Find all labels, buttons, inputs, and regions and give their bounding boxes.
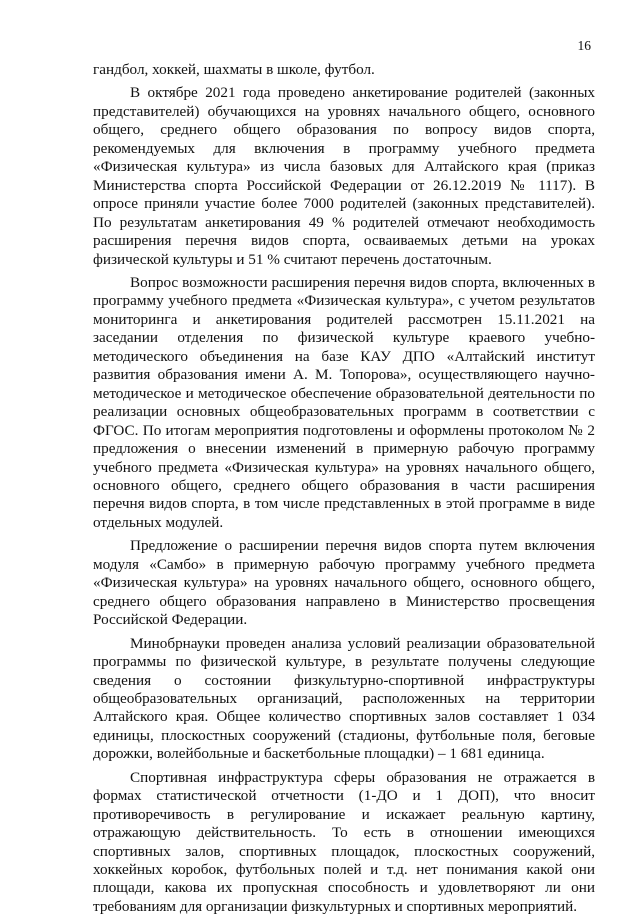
- paragraph: Предложение о расширении перечня видов спорта путем включения модуля «Самбо» в примерную рабочую программу учебного предмета «Физическая культура» на уровнях начального общего, основного общего, среднего общего образования направлено в Министерство просвещения Российской Федерации.: [93, 537, 595, 629]
- document-body: [93, 61, 595, 916]
- paragraph: В октябре 2021 года проведено анкетирование родителей (законных представителей) обучающихся на уровнях начального общего, основного общего, среднего общего образования по вопросу видов спорта, рекомендуемых для включения в программу учебного предмета «Физическая культура» из числа базовых для Алтайского края (приказ Министерства спорта Российской Федерации от 26.12.2019 № 1117). В опросе приняли участие более 7000 родителей (законных представителей). По результатам анкетирования 49 % родителей отмечают необходимость расширения перечня видов спорта, осваиваемых детьми на уроках физической культуры и 51 % считают перечень достаточным.: [93, 84, 595, 268]
- page-number: 16: [577, 38, 591, 53]
- paragraph: Минобрнауки проведен анализа условий реализации образовательной программы по физической культуре, в результате получены следующие сведения о состоянии физкультурно-спортивной инфраструктуры общеобразовательных организаций, расположенных на территории Алтайского края. Общее количество спортивных залов составляет 1 034 единицы, плоскостных сооружений (стадионы, футбольные поля, беговые дорожки, волейбольные и баскетбольные площадки) – 1 681 единица.: [93, 634, 595, 763]
- paragraph: Спортивная инфраструктура сферы образования не отражается в формах статистической отчетности (1-ДО и 1 ДОП), что вносит противоречивость в регулирование и искажает реальную картину, отражающую действительность. То есть в отношении имеющихся спортивных залов, спортивных площадок, плоскостных сооружений, хоккейных коробок, футбольных полей и т.д. нет понимания какой они площади, какова их пропускная способность и удовлетворяют ли они требованиям для организации физкультурных и спортивных мероприятий.: [93, 768, 595, 915]
- paragraph: гандбол, хоккей, шахматы в школе, футбол.: [93, 61, 375, 78]
- paragraph: Вопрос возможности расширения перечня видов спорта, включенных в программу учебного предмета «Физическая культура», с учетом результатов мониторинга и анкетирования родителей рассмотрен 15.11.2021 на заседании отделения по физической культуре краевого учебно-методического объединения на базе КАУ ДПО «Алтайский институт развития образования имени А. М. Топорова», осуществляющего научно-методическое и методическое обеспечение образовательной деятельности по реализации основных общеобразовательных программ в соответствии с ФГОС. По итогам мероприятия подготовлены и оформлены протоколом № 2 предложения о внесении изменений в примерную рабочую программу учебного предмета «Физическая культура» на уровнях начального общего, основного общего, среднего общего образования в части расширения перечня видов спорта, в том числе представленных в этой программе в виде отдельных модулей.: [93, 273, 595, 531]
